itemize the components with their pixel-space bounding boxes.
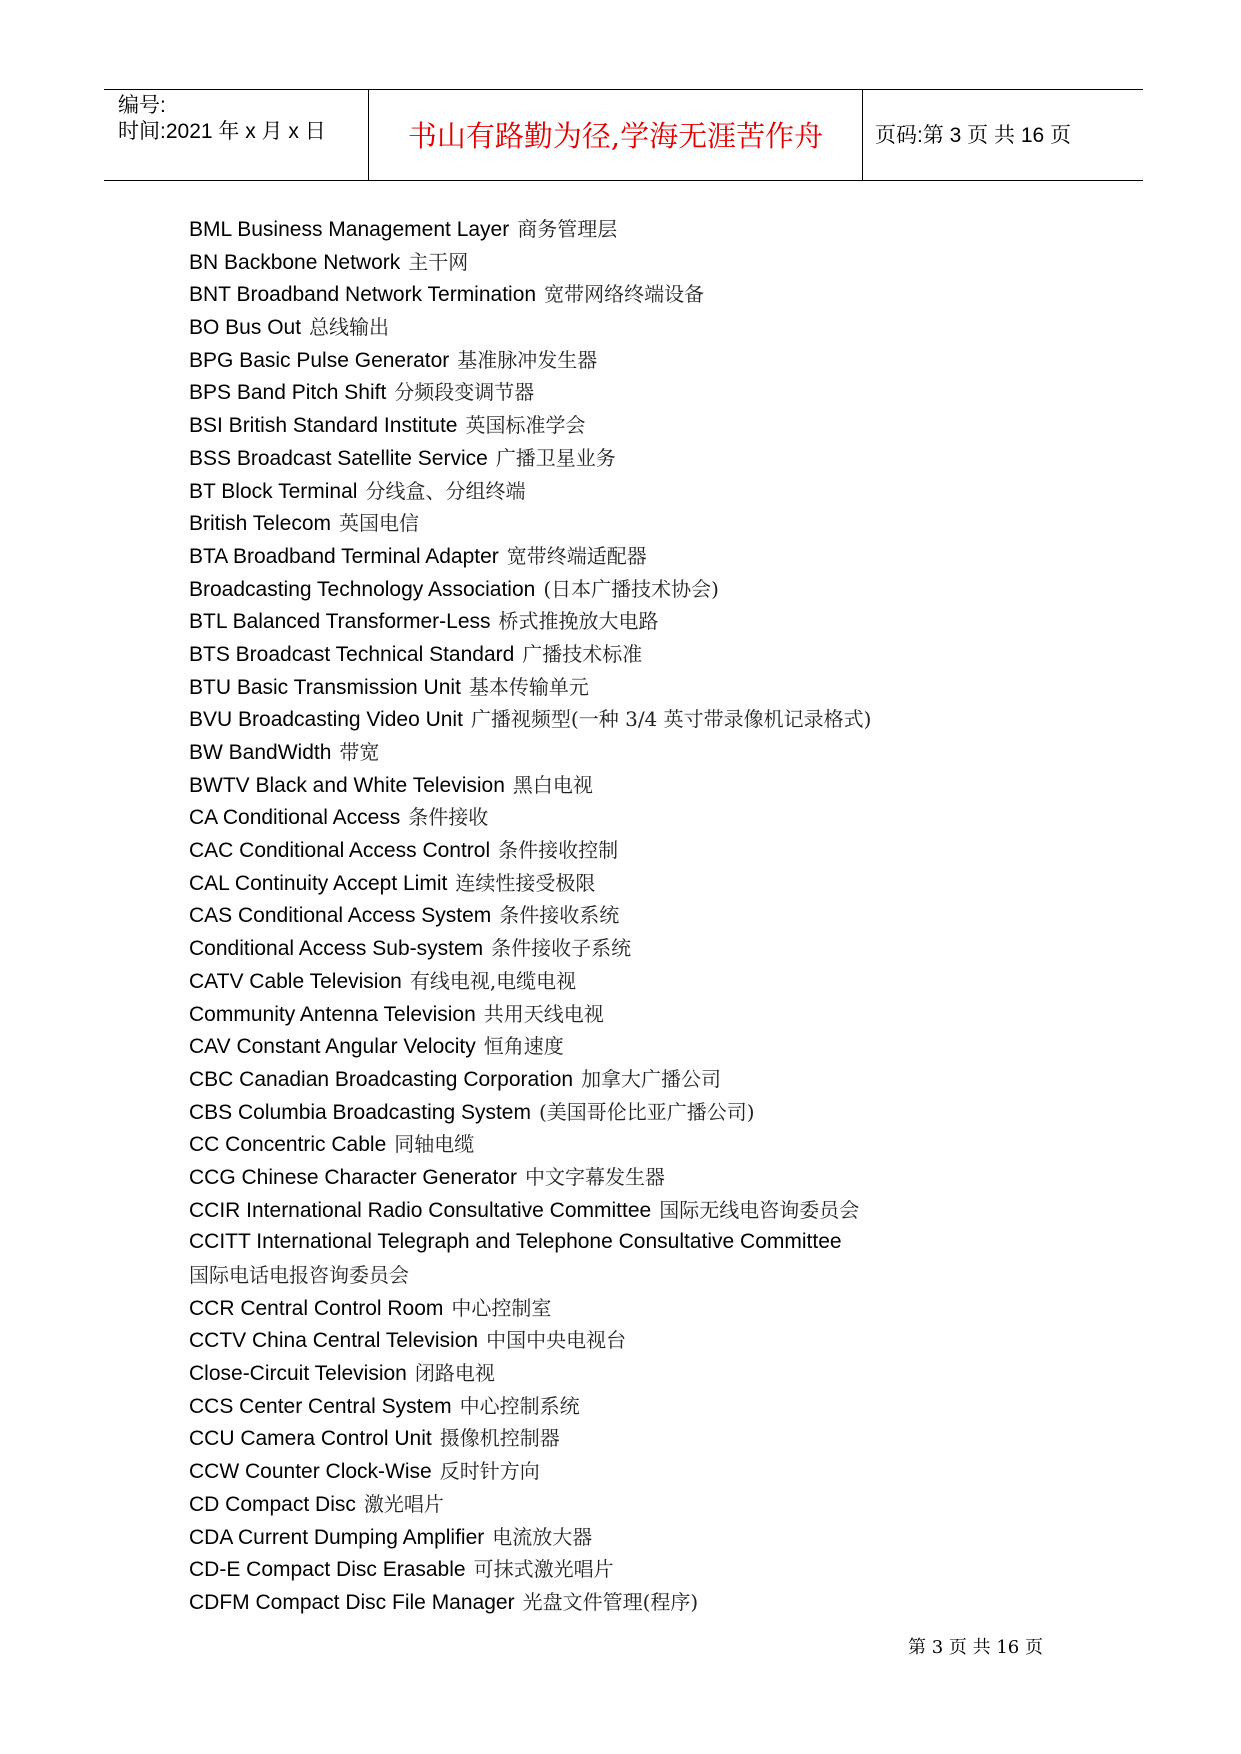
entry-term: BSI British Standard Institute <box>189 414 458 438</box>
entry-term: BPS Band Pitch Shift <box>189 381 387 405</box>
entry-translation: 宽带终端适配器 <box>506 543 647 568</box>
entry-translation: 可抹式激光唱片 <box>473 1557 614 1582</box>
glossary-entry <box>189 998 1129 1031</box>
footer-page-number: 第 3 页 共 16 页 <box>908 1637 1043 1658</box>
entry-term: BO Bus Out <box>189 316 302 340</box>
entry-term: BPG Basic Pulse Generator <box>189 348 450 372</box>
glossary-entry <box>189 246 1129 279</box>
entry-translation: 连续性接受极限 <box>455 870 596 895</box>
entry-translation: 总线输出 <box>309 315 390 340</box>
entry-translation: 分线盒、分组终端 <box>365 478 526 503</box>
entry-translation: 宽带网络终端设备 <box>544 282 705 307</box>
glossary-entry <box>189 1553 1129 1586</box>
glossary-entry <box>189 801 1129 834</box>
glossary-entry <box>189 1357 1129 1390</box>
entry-translation: 条件接收子系统 <box>491 936 632 961</box>
entry-term: CD Compact Disc <box>189 1492 356 1516</box>
entry-translation: 条件接收 <box>408 805 489 830</box>
entry-term: BSS Broadcast Satellite Service <box>189 446 488 470</box>
entry-term: BT Block Terminal <box>189 479 358 503</box>
glossary-entry <box>189 507 1129 540</box>
entry-translation: 闭路电视 <box>414 1361 495 1386</box>
entry-term: CCU Camera Control Unit <box>189 1427 432 1451</box>
entry-term: BTS Broadcast Technical Standard <box>189 642 515 666</box>
entry-translation: 加拿大广播公司 <box>581 1066 722 1091</box>
entry-term: CAV Constant Angular Velocity <box>189 1035 476 1059</box>
entry-translation: 分频段变调节器 <box>394 380 535 405</box>
entry-term: BTL Balanced Transformer-Less <box>189 610 491 634</box>
entry-translation: 基准脉冲发生器 <box>457 347 598 372</box>
entry-translation: 电流放大器 <box>492 1524 593 1549</box>
entry-translation: 黑白电视 <box>512 772 593 797</box>
glossary-entry <box>189 899 1129 932</box>
glossary-entry <box>189 540 1129 573</box>
glossary-entry <box>189 311 1129 344</box>
glossary-entry <box>189 932 1129 965</box>
glossary-entry <box>189 1259 1129 1292</box>
glossary-entry <box>189 1292 1129 1325</box>
entry-translation: 共用天线电视 <box>483 1001 604 1026</box>
entry-translation: 广播卫星业务 <box>495 445 616 470</box>
entry-translation: 主干网 <box>408 249 469 274</box>
entry-term: CCTV China Central Television <box>189 1329 479 1353</box>
entry-term: CAC Conditional Access Control <box>189 839 491 863</box>
entry-translation: 英国标准学会 <box>465 413 586 438</box>
entry-translation: 基本传输单元 <box>468 674 589 699</box>
glossary-entry <box>189 278 1129 311</box>
glossary-entry <box>189 1128 1129 1161</box>
entry-term: Conditional Access Sub-system <box>189 937 484 961</box>
entry-term: BTU Basic Transmission Unit <box>189 675 461 699</box>
glossary-entry <box>189 867 1129 900</box>
entry-translation: 广播技术标准 <box>522 641 643 666</box>
entry-translation: 摄像机控制器 <box>439 1426 560 1451</box>
glossary-entry <box>189 475 1129 508</box>
entry-translation: 光盘文件管理(程序) <box>522 1589 699 1614</box>
date-label: 时间:2021 年 x 月 x 日 <box>118 120 326 143</box>
glossary-entry <box>189 376 1129 409</box>
motto-text: 书山有路勤为径,学海无涯苦作舟 <box>407 119 824 153</box>
entry-term: British Telecom <box>189 512 331 536</box>
glossary-entry <box>189 1063 1129 1096</box>
glossary-entry <box>189 703 1129 736</box>
glossary-entry <box>189 344 1129 377</box>
entry-term: CCS Center Central System <box>189 1394 452 1418</box>
entry-translation: 有线电视,电缆电视 <box>409 968 577 993</box>
entry-term: BML Business Management Layer <box>189 218 510 241</box>
header-info-cell <box>104 90 369 180</box>
glossary-entry <box>189 1161 1129 1194</box>
entry-translation: 条件接收控制 <box>498 838 619 863</box>
entry-term: CDA Current Dumping Amplifier <box>189 1525 485 1549</box>
entry-term: CATV Cable Television <box>189 969 402 993</box>
entry-term: BN Backbone Network <box>189 250 401 274</box>
entry-term: Broadcasting Technology Association <box>189 577 536 601</box>
entry-term: BVU Broadcasting Video Unit <box>189 708 463 732</box>
entry-term: CCITT International Telegraph and Telephone Consultative Committee <box>189 1230 842 1254</box>
header-motto-cell <box>369 90 863 180</box>
entry-term: CAL Continuity Accept Limit <box>189 871 448 895</box>
glossary-entry <box>189 213 1129 246</box>
entry-translation: 中心控制系统 <box>459 1393 580 1418</box>
entry-translation: 英国电信 <box>339 511 419 536</box>
entry-term: CCG Chinese Character Generator <box>189 1165 517 1189</box>
glossary-entry <box>189 1455 1129 1488</box>
entry-translation: 激光唱片 <box>363 1491 444 1516</box>
glossary-entry <box>189 1324 1129 1357</box>
glossary-entry <box>189 671 1129 704</box>
glossary-entry <box>189 769 1129 802</box>
entry-translation: 中国中央电视台 <box>486 1328 627 1353</box>
entry-term: CBC Canadian Broadcasting Corporation <box>189 1067 574 1091</box>
entry-translation: 桥式推挽放大电路 <box>498 609 659 634</box>
document-header <box>104 89 1143 181</box>
glossary-entry <box>189 736 1129 769</box>
entry-translation: (美国哥伦比亚广播公司) <box>538 1099 755 1124</box>
glossary-entry <box>189 605 1129 638</box>
entry-term: Close-Circuit Television <box>189 1362 407 1386</box>
entry-translation: 中文字幕发生器 <box>524 1164 665 1189</box>
entry-translation: 国际无线电咨询委员会 <box>659 1197 860 1222</box>
glossary-entry <box>189 965 1129 998</box>
entry-translation: 商务管理层 <box>517 217 618 241</box>
entry-term: CA Conditional Access <box>189 806 401 830</box>
glossary-entry <box>189 1390 1129 1423</box>
entry-term: CCW Counter Clock-Wise <box>189 1460 432 1484</box>
glossary-entry <box>189 1194 1129 1227</box>
entry-translation: 广播视频型(一种 3/4 英寸带录像机记录格式) <box>470 707 872 732</box>
entry-term: CAS Conditional Access System <box>189 904 492 928</box>
entry-term: BTA Broadband Terminal Adapter <box>189 544 499 568</box>
entry-translation: 中心控制室 <box>451 1295 552 1320</box>
header-page-cell <box>863 90 1143 180</box>
entry-term: BWTV Black and White Television <box>189 773 505 797</box>
entry-term: CBS Columbia Broadcasting System <box>189 1100 531 1124</box>
glossary-entry <box>189 1586 1129 1619</box>
entry-term: CD-E Compact Disc Erasable <box>189 1558 466 1582</box>
entry-translation: 带宽 <box>339 740 380 764</box>
glossary-entry <box>189 1226 1129 1259</box>
glossary-entry <box>189 1521 1129 1554</box>
entry-term: BNT Broadband Network Termination <box>189 283 537 307</box>
entry-term: CCIR International Radio Consultative Committee <box>189 1198 652 1222</box>
entry-term: CCR Central Control Room <box>189 1296 444 1320</box>
header-page-number: 页码:第 3 页 共 16 页 <box>875 124 1072 147</box>
entry-translation: 反时针方向 <box>439 1459 540 1484</box>
entry-term: CC Concentric Cable <box>189 1133 387 1157</box>
glossary-entry <box>189 1030 1129 1063</box>
entry-translation: 恒角速度 <box>483 1034 564 1059</box>
entry-translation: 国际电话电报咨询委员会 <box>189 1263 409 1287</box>
entry-translation: 同轴电缆 <box>394 1132 475 1157</box>
glossary-entry <box>189 409 1129 442</box>
glossary-list <box>189 213 1129 1619</box>
glossary-entry <box>189 573 1129 606</box>
entry-term: CDFM Compact Disc File Manager <box>189 1590 515 1614</box>
glossary-entry <box>189 1422 1129 1455</box>
glossary-entry <box>189 638 1129 671</box>
entry-translation: 条件接收系统 <box>499 903 620 928</box>
glossary-entry <box>189 442 1129 475</box>
entry-term: BW BandWidth <box>189 741 332 764</box>
glossary-entry <box>189 1488 1129 1521</box>
entry-term: Community Antenna Television <box>189 1002 476 1026</box>
glossary-entry <box>189 834 1129 867</box>
serial-number-label: 编号: <box>118 94 166 117</box>
glossary-entry <box>189 1096 1129 1129</box>
entry-translation: (日本广播技术协会) <box>543 576 719 601</box>
